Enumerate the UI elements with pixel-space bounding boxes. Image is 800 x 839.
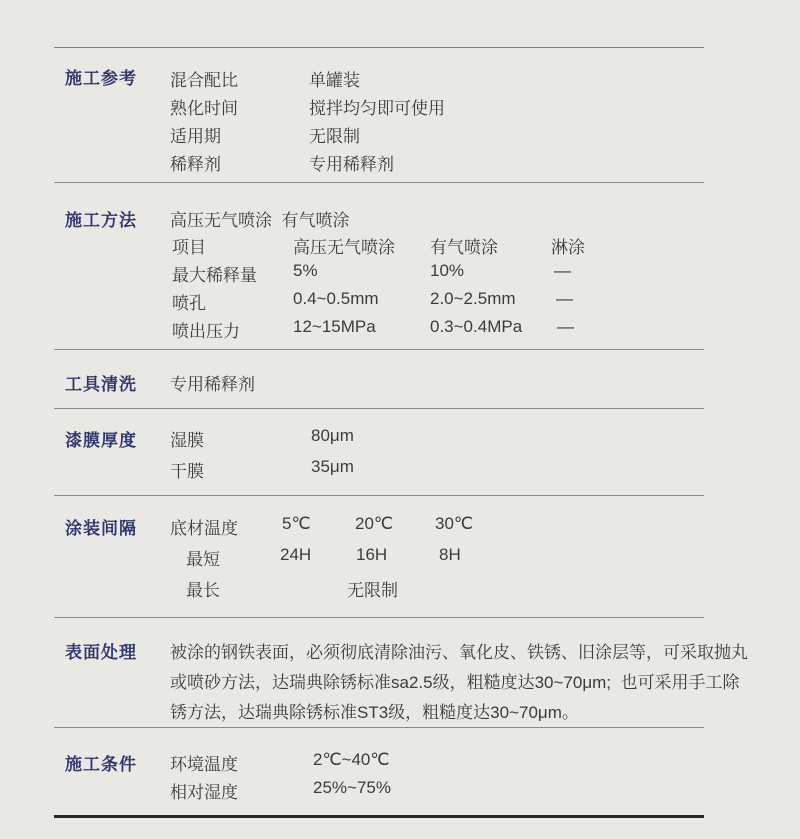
- field-key: 适用期: [170, 127, 221, 146]
- interval-temp-3: 30℃: [435, 514, 474, 533]
- field-key: 稀释剂: [170, 155, 221, 174]
- table-cell: 0.3~0.4MPa: [430, 317, 523, 336]
- divider-after-reference: [54, 182, 704, 183]
- section-label-application-conditions: 施工条件: [65, 755, 137, 774]
- table-header-airless: 高压无气喷涂: [293, 238, 395, 257]
- field-value: 单罐装: [309, 71, 360, 90]
- field-key: 熟化时间: [170, 99, 238, 118]
- table-cell: 12~15MPa: [293, 317, 376, 336]
- section-label-application-method: 施工方法: [65, 211, 137, 230]
- section-label-tool-cleaning: 工具清洗: [65, 375, 137, 394]
- interval-temp-1: 5℃: [282, 514, 311, 533]
- field-key: 混合配比: [170, 71, 238, 90]
- table-cell: —: [556, 289, 573, 308]
- method-intro: 高压无气喷涂 有气喷涂: [170, 211, 350, 230]
- field-value: 2℃~40℃: [313, 750, 390, 769]
- table-cell: 5%: [293, 261, 318, 280]
- table-cell: 最大稀释量: [172, 266, 257, 285]
- table-cell: 0.4~0.5mm: [293, 289, 379, 308]
- interval-max-value: 无限制: [347, 581, 398, 600]
- field-value: 搅拌均匀即可使用: [309, 99, 445, 118]
- section-label-recoat-interval: 涂装间隔: [65, 519, 137, 538]
- table-header-item: 项目: [172, 238, 206, 257]
- surface-line: 锈方法，达瑞典除锈标准ST3级，粗糙度达30~70μm。: [170, 703, 579, 722]
- divider-top: [54, 47, 704, 48]
- table-cell: —: [554, 261, 571, 280]
- section-label-surface-treatment: 表面处理: [65, 643, 137, 662]
- field-value: 专用稀释剂: [170, 375, 255, 394]
- interval-max-key: 最长: [186, 581, 220, 600]
- divider-after-surface: [54, 727, 704, 728]
- interval-min-3: 8H: [439, 545, 461, 564]
- interval-min-2: 16H: [356, 545, 388, 564]
- table-cell: 10%: [430, 261, 465, 280]
- field-value: 无限制: [309, 127, 360, 146]
- field-key: 环境温度: [170, 755, 238, 774]
- table-cell: 2.0~2.5mm: [430, 289, 516, 308]
- divider-after-cleaning: [54, 408, 704, 409]
- table-cell: 喷出压力: [172, 322, 240, 341]
- interval-min-1: 24H: [280, 545, 312, 564]
- divider-after-thickness: [54, 495, 704, 496]
- field-value: 25%~75%: [313, 778, 391, 797]
- divider-bottom: [54, 815, 704, 818]
- field-key: 湿膜: [170, 431, 204, 450]
- table-cell: —: [557, 317, 574, 336]
- field-key: 干膜: [170, 462, 204, 481]
- field-value: 80μm: [311, 426, 354, 445]
- field-key: 相对湿度: [170, 783, 238, 802]
- section-label-film-thickness: 漆膜厚度: [65, 431, 137, 450]
- interval-temp-key: 底材温度: [170, 519, 238, 538]
- table-cell: 喷孔: [172, 294, 206, 313]
- table-header-flow: 淋涂: [551, 238, 585, 257]
- divider-after-interval: [54, 617, 704, 618]
- surface-line: 或喷砂方法，达瑞典除锈标准sa2.5级，粗糙度达30~70μm; 也可采用手工除: [170, 673, 740, 692]
- interval-min-key: 最短: [186, 550, 220, 569]
- surface-line: 被涂的钢铁表面，必须彻底清除油污、氧化皮、铁锈、旧涂层等，可采取抛丸: [170, 643, 748, 662]
- field-value: 专用稀释剂: [309, 155, 394, 174]
- table-header-air: 有气喷涂: [430, 238, 498, 257]
- field-value: 35μm: [311, 457, 354, 476]
- divider-after-method: [54, 349, 704, 350]
- section-label-construction-reference: 施工参考: [65, 69, 137, 88]
- interval-temp-2: 20℃: [355, 514, 394, 533]
